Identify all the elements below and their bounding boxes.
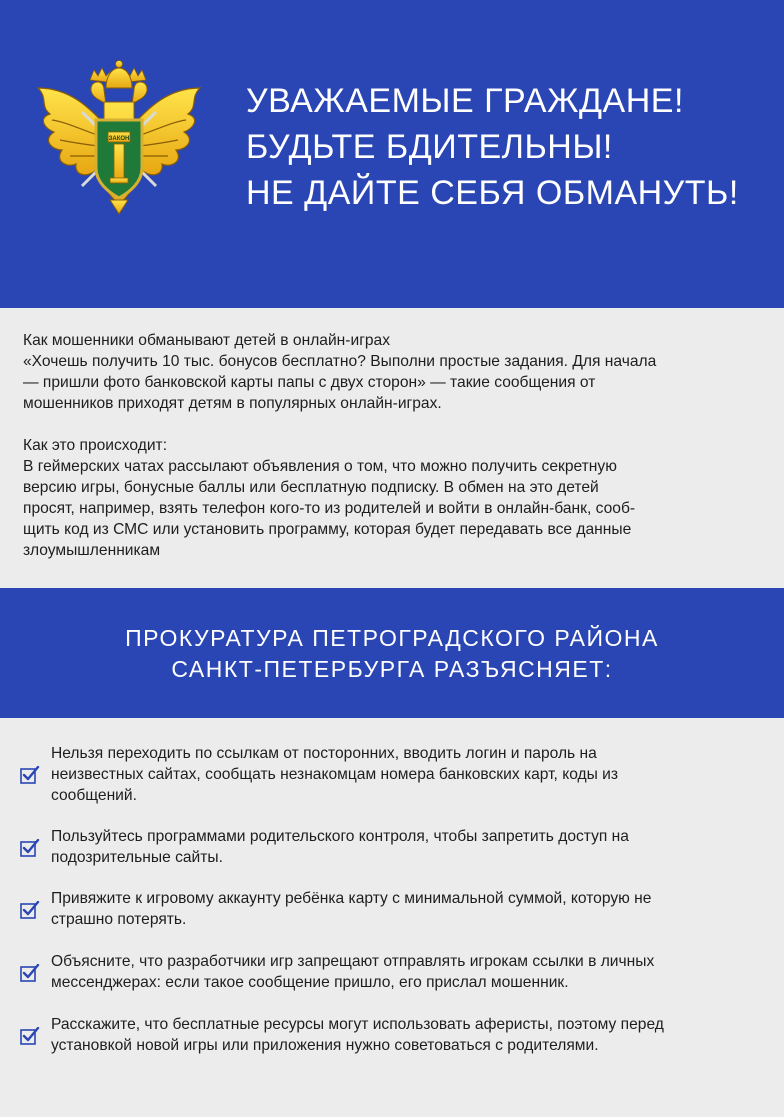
header-title-line: БУДЬТЕ БДИТЕЛЬНЫ! — [246, 128, 613, 166]
info-heading: Как мошенники обманывают детей в онлайн-играх — [23, 332, 391, 349]
tip-text — [51, 888, 766, 930]
tip-text — [51, 1014, 766, 1056]
info-line: щить код из СМС или установить программу, которая будет передавать все данные — [23, 521, 632, 538]
info-line: В геймерских чатах рассылают объявления о том, что можно получить секретную — [23, 458, 617, 475]
info-line: злоумышленникам — [23, 542, 161, 559]
checkbox-checked-icon — [20, 839, 40, 857]
tip-line: подозрительные сайты. — [51, 849, 223, 866]
info-line: «Хочешь получить 10 тыс. бонусов бесплатно? Выполни простые задания. Для начала — [23, 353, 657, 370]
tip-line: Расскажите, что бесплатные ресурсы могут использовать аферисты, поэтому перед — [51, 1016, 664, 1033]
tip-line: Привяжите к игровому аккаунту ребёнка карту с минимальной суммой, которую не — [51, 890, 652, 907]
info-line: мошенников приходят детям в популярных онлайн-играх. — [23, 395, 442, 412]
section-title — [0, 623, 784, 685]
info-section — [23, 330, 768, 561]
tip-text — [51, 951, 766, 993]
section-title-line: САНКТ-ПЕТЕРБУРГА РАЗЪЯСНЯЕТ: — [171, 656, 613, 682]
tip-line: Нельзя переходить по ссылкам от посторонних, вводить логин и пароль на — [51, 745, 597, 762]
tip-line: неизвестных сайтах, сообщать незнакомцам номера банковских карт, коды из — [51, 766, 619, 783]
tip-line: страшно потерять. — [51, 911, 187, 928]
section-title-line: ПРОКУРАТУРА ПЕТРОГРАДСКОГО РАЙОНА — [125, 625, 659, 651]
header-title-line: НЕ ДАЙТЕ СЕБЯ ОБМАНУТЬ! — [246, 174, 739, 212]
tip-text — [51, 743, 766, 806]
info-line: просят, например, взять телефон кого-то из родителей и войти в онлайн-банк, сооб- — [23, 500, 636, 517]
tip-line: мессенджерах: если такое сообщение пришло, его прислал мошенник. — [51, 974, 569, 991]
header-title — [246, 78, 776, 216]
tip-line: Пользуйтесь программами родительского контроля, чтобы запретить доступ на — [51, 828, 629, 845]
checkbox-checked-icon — [20, 1027, 40, 1045]
info-subheading: Как это происходит: — [23, 437, 168, 454]
info-line: версию игры, бонусные баллы или бесплатную подписку. В обмен на это детей — [23, 479, 599, 496]
prosecutor-emblem-icon — [30, 58, 208, 216]
tip-text — [51, 826, 766, 868]
info-line: — пришли фото банковской карты папы с двух сторон» — такие сообщения от — [23, 374, 596, 391]
header-title-line: УВАЖАЕМЫЕ ГРАЖДАНЕ! — [246, 82, 684, 120]
checkbox-checked-icon — [20, 766, 40, 784]
checkbox-checked-icon — [20, 901, 40, 919]
checkbox-checked-icon — [20, 964, 40, 982]
svg-text:ЗАКОН: ЗАКОН — [108, 136, 130, 142]
header-banner — [0, 0, 784, 308]
tip-line: Объясните, что разработчики игр запрещают отправлять игрокам ссылки в личных — [51, 953, 655, 970]
tip-line: сообщений. — [51, 787, 137, 804]
tip-line: установкой новой игры или приложения нужно советоваться с родителями. — [51, 1037, 599, 1054]
